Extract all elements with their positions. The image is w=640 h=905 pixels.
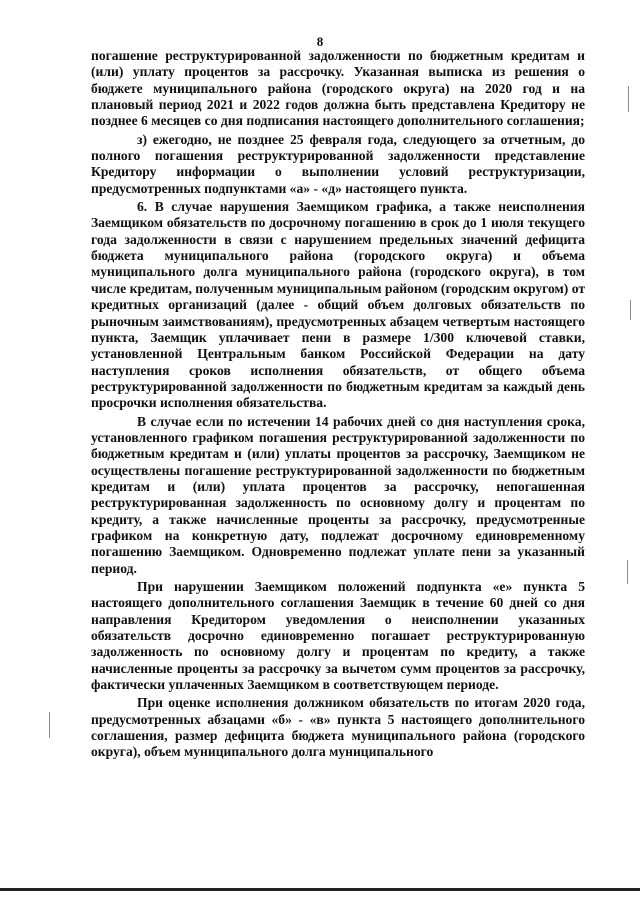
paragraph-item-6: 6. В случае нарушения Заемщиком графика, а также неисполнения Заемщиком обязательств по досрочному погашению в срок до 1 июля текущего года задолженности в связи с нарушением предельных значений дефицита бюджета муниципального района (городского округа) и объема муниципального долга муниципального района (городского округа), в том числе кредитам, полученным муниципальным районом (городским округом) от кредитных организаций (далее - общий объем долговых обязательств по рыночным заимствованиям), предусмотренных абзацем четвертым настоящего пункта, Заемщик уплачивает пени в размере 1/300 ключевой ставки, установленной Центральным банком Российской Федерации на дату наступления сроков исполнения обязательств, от общего объема реструктурированной задолженности по бюджетным кредитам за каждый день просрочки исполнения обязательства.: [91, 199, 585, 411]
right-margin-mark: [630, 300, 631, 320]
paragraph-subitem-z: з) ежегодно, не позднее 25 февраля года, следующего за отчетным, до полного погашения реструктурированной задолженности представление Кредитору информации о выполнении условий реструктуризации, предусмотренных подпунктами «а» - «д» настоящего пункта.: [91, 131, 585, 196]
paragraph-subitem-e-violation: При нарушении Заемщиком положений подпункта «е» пункта 5 настоящего дополнительного соглашения Заемщик в течение 60 дней со дня направления Кредитором уведомления о неисполнении указанных обязательств досрочно единовременно погашает реструктурированную задолженность по основному долгу и процентам по кредиту, а также начисленные проценты за рассрочку за вычетом сумм процентов за рассрочку, фактически уплаченных Заемщиком в соответствующем периоде.: [91, 579, 585, 693]
right-margin-mark: [628, 86, 629, 112]
page-number: 8: [316, 34, 324, 49]
right-margin-mark: [627, 560, 628, 584]
paragraph-assessment-2020: При оценке исполнения должником обязательств по итогам 2020 года, предусмотренных абзацами «б» - «в» пункта 5 настоящего дополнительного соглашения, размер дефицита бюджета муниципального района (городского округа), объем муниципального долга муниципального: [91, 695, 585, 760]
paragraph-14-days: В случае если по истечении 14 рабочих дней со дня наступления срока, установленного графиком погашения реструктурированной задолженности по бюджетным кредитам и (или) уплаты процентов за рассрочку, Заемщиком не осуществлены погашение реструктурированной задолженности по бюджетным кредитам и (или) уплата процентов за рассрочку, непогашенная реструктурированная задолженность по основному долгу и процентам по кредиту, а также начисленные проценты за рассрочку, предусмотренные графиком на конкретную дату, подлежат досрочному единовременному погашению Заемщиком. Одновременно подлежат уплате пени за указанный период.: [91, 413, 585, 576]
paragraph-continuation: погашение реструктурированной задолженности по бюджетным кредитам и (или) уплату процентов за рассрочку. Указанная выписка из решения о бюджете муниципального района (городского округа) на 2020 год и на плановый период 2021 и 2022 годов должна быть представлена Кредитору не позднее 6 месяцев со дня подписания настоящего дополнительного соглашения;: [91, 48, 585, 129]
document-body: [91, 48, 585, 761]
left-margin-mark: [49, 712, 50, 738]
scan-bottom-edge: [0, 888, 640, 891]
